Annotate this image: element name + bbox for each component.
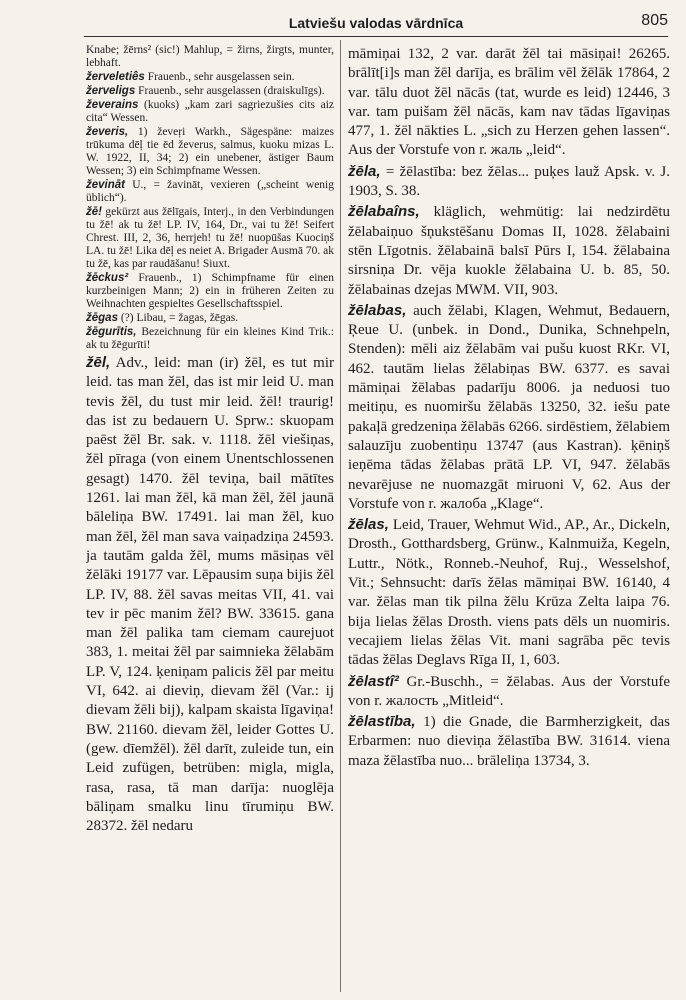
entry-zerveleties [86,71,334,84]
entry-zerveligs [86,85,334,98]
entry-headword: žēlas, [348,516,389,534]
entry-zel [86,353,334,836]
entry-text: Adv., leid: man (ir) žēl, es tut mir leid. tas man žēl, das ist mir leid U. man tevis žēl, du tust mir leid. žēl! traurig! das ist zu bedauern U. Sprw.: skuopam paēst žēl Br. sak. v. 1118. žēl viešiņas, žēl pīraga (von einem Unentschlossenen gesagt) 1470. žēl teviņa, bail mātītes 1261. lai man žēl, kā man žēl, žēl jaunā bāleliņa BW. 17491. lai man žēl, kuo man žēl, žēl man sava vaiņadziņa 24593. ja tautām galda žēl, mums māsiņas vēl žēlāki 19177 var. Lēpausim suņa bijis žēl LP. IV, 88. žēl savas meitas VII, 41. vai tev ir pēc manim žēl? BW. 33615. gana man žēl palika tam ciemam caurejuot 383, 1. meitai žēl par saimnieka žēlabām LP. V, 124. ķeniņam palicis žēl par meitu VI, 642. ai dieviņ, dievam žēl (Var.: ij dievam žēli bij), kalpam skaista līgaviņa! BW. 21160. dievam žēl, leider Gottes U. (gew. dīemžēl). žēl darīt, zuleide tun, ein Leid zufügen, betrüben: migla, migla, rasa, rasa, tā man darīja: nuoglēja bāliņam smalku linu tīrumiņu BW. 28372. žēl nedaru [86,355,334,835]
entry-headword: žēckus² [86,272,129,284]
entry-continuation [348,44,670,161]
entry-zela [348,162,670,202]
entry-headword: ževeris, [86,126,129,138]
entry-headword: žēla, [348,162,381,180]
entry-headword: žēl, [86,354,111,371]
entry-zevinat [86,179,334,205]
entry-zelas [348,515,670,670]
page-number: 805 [641,12,668,29]
entry-text: māmiņai 132, 2 var. darāt žēl tai māsiņai! 26265. brālīt[i]s man žēl darīja, es brālim vēl žēlāk 17864, 2 var. tālu duot žēl nācās (tat, wurde es leid) 12446, 3 var. tam puišam žēl nācās, kam nav tādas līgaviņas 477, 1. žēl nākties L. „sich zu Herzen gehen lassen“. Aus der Vorstufe von r. жаль „leid“. [348,46,670,159]
entry-ze [86,206,334,271]
entry-text: auch žēlabi, Klagen, Wehmut, Bedauern, Ŗeue U. (unbek. in Dond., Dunika, Schnehpeln, Stenden): mēli aiz žēlabām vai pušu kuost RKr. VI, 462. tautām lielas žēlabiņas BW. 6377. es savai māmiņai žēlabas padarīju 8006. ja neduosi tuo meitiņu, es nuomiršu žēlabās 13250, 32. iešu pate pakaļā gredzeniņa žēlabās 6266. sirdēstiem, žēlabiem salauzīju zuobentiņu 13747 (aus Kastran). ķēniņš ieņēma tādas žēlabas prātā LP. VI, 947. žēlabās nevarējuse ne nuomazgāt miruoni V, 62. Aus der Vorstufe von r. жалоба „Klage“. [348,302,670,512]
entry-zeveris [86,126,334,178]
entry-headword: žerveletiês [86,71,145,83]
entry-headword: žēlabaîns, [348,203,420,221]
entry-zelabas [348,301,670,514]
entry-text: 1) die Gnade, die Barmherzigkeit, das Erbarmen: nuo dieviņa žēlastība BW. 31614. viena maza žēlastība nuo... brāleliņa 13734, 3. [348,714,670,769]
entry-text: (?) Libau, = žagas, žēgas. [120,312,239,324]
entry-text: Knabe; žērns² (sic!) Mahlup, = žirns, žirgts, munter, lebhaft. [86,44,334,69]
entry-headword: žēlastība, [348,713,416,731]
entry-text: (kuoks) „kam zari sagriezušies cits aiz cita“ Wessen. [86,99,334,124]
left-column [86,44,334,994]
entry-headword: ževerains [86,99,139,111]
entry-text: = žēlastība: bez žēlas... puķes lauž Apsk. v. J. 1903, S. 38. [348,163,670,200]
entry-zeckus [86,272,334,311]
entry-zeverains [86,99,334,125]
entry-text: U., = žavināt, vexieren („scheint wenig üblich“). [86,179,334,204]
entry-zelabains [348,202,670,299]
entry-zeguritis [86,326,334,352]
entry-zelastiba [348,712,670,771]
entry-text: Frauenb., sehr ausgelassen (draiskulīgs). [138,85,325,97]
entry-zegas [86,312,334,325]
header-rule [84,36,668,37]
entry-headword: žerveligs [86,85,136,97]
entry-text: Gr.-Buschh., = žēlabas. Aus der Vorstufe von r. жалость „Mitleid“. [348,673,670,709]
entry-text: Frauenb., sehr ausgelassen sein. [147,71,295,83]
entry-text: 1) ževeŗi Warkh., Sägespäne: maizes trūkuma dēļ tie ēd ževerus, salmus, kuoku mizas L. W. 1922, II, 34; 2) ein unebener, ästiger Baum Wessen; 3) ein Schimpfname Wessen. [86,126,334,177]
entry-headword: žēgurītis, [86,326,137,338]
entry-zelasti [348,672,670,712]
entry-text: Leid, Trauer, Wehmut Wid., AP., Ar., Dickeln, Drosth., Gotthardsberg, Grünw., Kalnmuiža, Kegeln, Luttr., Nötk., Ronneb.-Neuhof, Ruj., Wesselshof, Vit.; Sehnsucht: darīs žēlas māmiņai BW. 16140, 4 var. žēlas man tik pilna žēlu Krūza Zelta laipa 76. bija lielas žēlas Drosth. viens pats dēls un nuomiris. vecajiem lielas žēlas Vit. mani sagrāba pēc tevis tādas žēlas Deglavs Rīga II, 1, 603. [348,517,670,669]
entry-headword: žēgas [86,312,118,324]
column-divider [340,40,341,992]
entry-text: Frauenb., 1) Schimpfname für einen kurzbeinigen Mann; 2) ein in früheren Zeiten zu Weihnachten gespieltes Gesellschaftsspiel. [86,272,334,310]
entry-headword: žē! [86,206,102,218]
entry-headword: žēlastî² [348,672,399,690]
page-title: Latviešu valodas vārdnīca [288,15,464,31]
right-column [348,44,670,994]
entry-headword: ževināt [86,179,125,191]
entry-headword: žēlabas, [348,301,407,319]
entry-text: kläglich, wehmütig: lai nedzirdētu žēlabaiņuo šņukstēšanu Domas II, 1028. žēlabaini stēn Līgotnis. žēlabainā balsī Pūrs I, 154. žēlabaina sirsniņa Dr. vēja kuokle žēlabaina U. b. 85, 50. žēlabainas dzejas MWM. VII, 903. [348,204,670,298]
entry-text: Bezeichnung für ein kleines Kind Trik.: ak tu žēgurīti! [86,326,334,351]
entry-text: gekürzt aus žēlīgais, Interj., in den Verbindungen tu žē! ak tu žē! LP. IV, 164, Dr., vai tu žē! Seifert Chrest. III, 2, 36, herrjeh! tu žē! nuopūšas Kuociņš LA. tu žē! Lika dēļ es neiet A. Brigader Ausmā 70. ak tu žē, kas par raudāšanu! Siuxt. [86,206,334,270]
page-header [84,12,668,34]
entry-knabe [86,44,334,70]
